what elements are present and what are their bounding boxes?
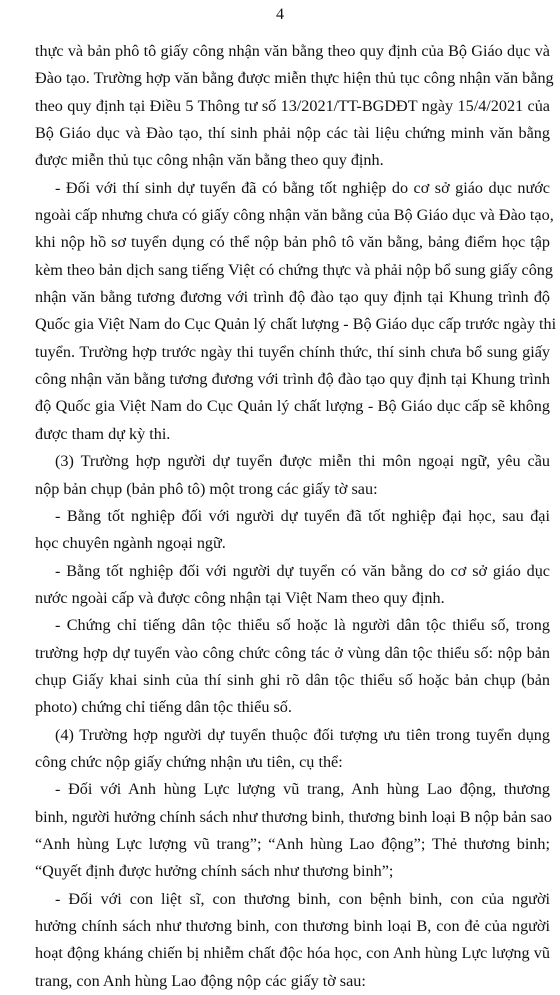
text-line: hoạt động kháng chiến bị nhiễm chất độc hóa học, con Anh hùng Lực lượng vũ bbox=[35, 944, 550, 963]
body-text bbox=[35, 38, 557, 995]
text-line: - Bằng tốt nghiệp đối với người dự tuyển đã tốt nghiệp đại học, sau đại bbox=[55, 506, 550, 525]
text-line: - Chứng chỉ tiếng dân tộc thiểu số hoặc là người dân tộc thiểu số, trong bbox=[55, 616, 550, 635]
text-line: “Quyết định được hưởng chính sách như thương binh”; bbox=[35, 862, 394, 881]
text-line: (4) Trường hợp người dự tuyển thuộc đối tượng ưu tiên trong tuyển dụng bbox=[55, 725, 550, 744]
text-line: trường hợp dự tuyển vào công chức công tác ở vùng dân tộc thiểu số: nộp bản bbox=[35, 643, 550, 662]
text-line: được miễn thủ tục công nhận văn bằng theo quy định. bbox=[35, 151, 384, 170]
text-line: hưởng chính sách như thương binh, con thương binh loại B, con đẻ của người bbox=[35, 917, 550, 935]
text-line: tuyển. Trường hợp trước ngày thi tuyển chính thức, thí sinh chưa bổ sung giấy bbox=[35, 342, 550, 361]
text-line: - Đối với Anh hùng Lực lượng vũ trang, Anh hùng Lao động, thương bbox=[55, 780, 550, 799]
text-line: (3) Trường hợp người dự tuyển được miễn thi môn ngoại ngữ, yêu cầu bbox=[55, 452, 550, 471]
text-line: - Đối với thí sinh dự tuyển đã có bằng tốt nghiệp do cơ sở giáo dục nước bbox=[55, 178, 550, 197]
text-line: trang, con Anh hùng Lao động nộp các giấy tờ sau: bbox=[35, 971, 366, 990]
text-line: nước ngoài cấp và được công nhận tại Việt Nam theo quy định. bbox=[35, 588, 445, 607]
text-line: - Đối với con liệt sĩ, con thương binh, con bệnh binh, con của người bbox=[55, 889, 550, 908]
text-line: nộp bản chụp (bản phô tô) một trong các giấy tờ sau: bbox=[35, 479, 378, 498]
page-number: 4 bbox=[276, 6, 284, 23]
text-line: ngoài cấp nhưng chưa có giấy công nhận văn bằng của Bộ Giáo dục và Đào tạo, bbox=[35, 206, 554, 225]
text-line: Bộ Giáo dục và Đào tạo, thí sinh phải nộp các tài liệu chứng minh văn bằng bbox=[35, 124, 550, 143]
text-line: photo) chứng chỉ tiếng dân tộc thiểu số. bbox=[35, 698, 292, 717]
text-line: binh, người hưởng chính sách như thương binh, thương binh loại B nộp bản sao bbox=[35, 807, 552, 826]
text-line: thực và bản phô tô giấy công nhận văn bằng theo quy định của Bộ Giáo dục và bbox=[35, 42, 550, 60]
text-line: nhận văn bằng tương đương với trình độ đào tạo quy định tại Khung trình độ bbox=[35, 288, 550, 307]
text-line: Quốc gia Việt Nam do Cục Quản lý chất lượng - Bộ Giáo dục cấp trước ngày thi bbox=[35, 315, 557, 334]
text-line: “Anh hùng Lực lượng vũ trang”; “Anh hùng Lao động”; Thẻ thương binh; bbox=[35, 834, 550, 853]
text-line: học chuyên ngành ngoại ngữ. bbox=[35, 534, 226, 553]
text-line: Đào tạo. Trường hợp văn bằng được miễn thực hiện thủ tục công nhận văn bằng bbox=[35, 69, 554, 88]
text-line: độ Quốc gia Việt Nam do Cục Quản lý chất lượng - Bộ Giáo dục cấp sẽ không bbox=[35, 397, 550, 416]
text-line: công chức nộp giấy chứng nhận ưu tiên, cụ thể: bbox=[35, 752, 343, 771]
text-line: kèm theo bản dịch sang tiếng Việt có chứng thực và phải nộp bổ sung giấy công bbox=[35, 260, 553, 279]
text-line: chụp Giấy khai sinh của thí sinh ghi rõ dân tộc thiểu số hoặc bản chụp (bản bbox=[35, 670, 550, 689]
text-line: khi nộp hồ sơ tuyển dụng có thể nộp bản phô tô văn bằng, bảng điểm học tập bbox=[35, 233, 550, 252]
text-line: - Bằng tốt nghiệp đối với người dự tuyển có văn bằng do cơ sở giáo dục bbox=[55, 561, 550, 580]
text-line: công nhận văn bằng tương đương với trình độ đào tạo quy định tại Khung trình bbox=[35, 370, 550, 389]
text-line: theo quy định tại Điều 5 Thông tư số 13/2021/TT-BGDĐT ngày 15/4/2021 của bbox=[35, 96, 550, 115]
text-line: được tham dự kỳ thi. bbox=[35, 424, 171, 443]
